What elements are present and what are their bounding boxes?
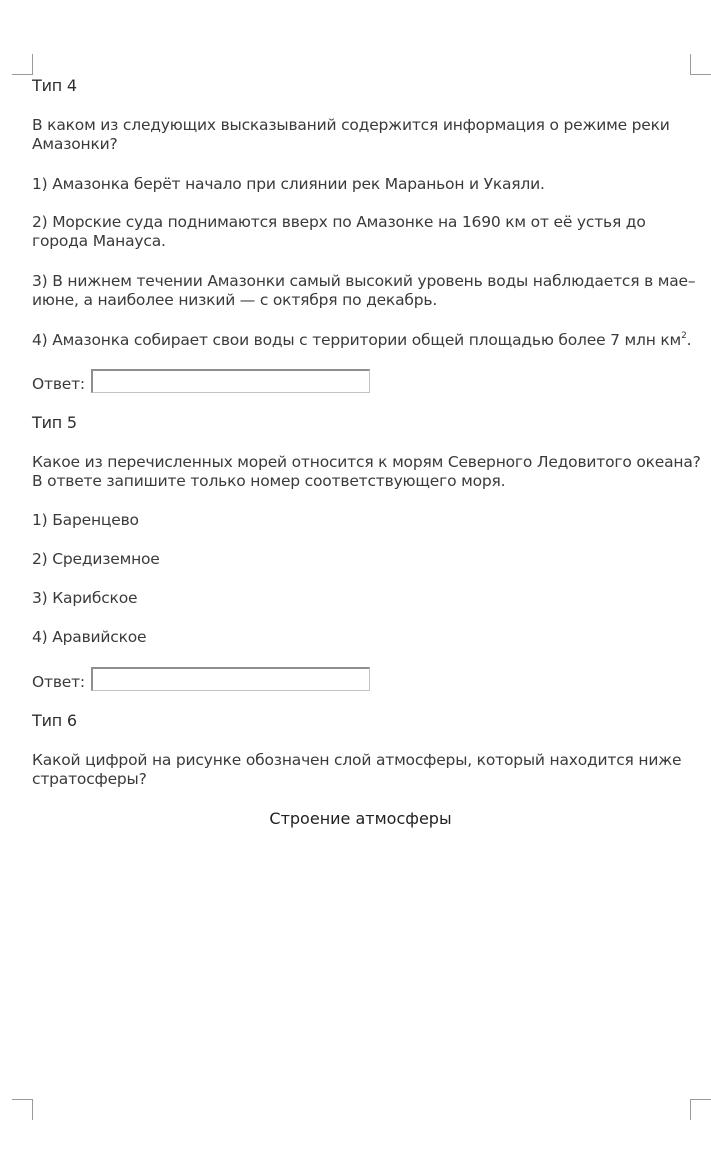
task-5-answer-input[interactable]: [91, 667, 370, 691]
task-4-option-3-line-1: 3) В нижнем течении Амазонки самый высокий уровень воды наблюдается в мае–: [32, 272, 696, 290]
crop-mark-bottom-left: [12, 1099, 33, 1120]
task-4-question-line-2: Амазонки?: [32, 135, 118, 153]
task-5-option-2: 2) Средиземное: [32, 550, 160, 568]
task-4-answer-label: Ответ:: [32, 374, 85, 393]
crop-mark-bottom-right: [690, 1099, 711, 1120]
task-4-option-1: 1) Амазонка берёт начало при слиянии рек Мараньон и Укаяли.: [32, 175, 545, 193]
task-5-answer-row: [32, 667, 370, 692]
task-4-answer-row: [32, 369, 370, 394]
task-4-option-4-text: 4) Амазонка собирает свои воды с территории общей площадью более 7 млн км: [32, 331, 682, 349]
task-4-option-4-end: .: [686, 331, 692, 349]
task-5-option-4: 4) Аравийское: [32, 628, 147, 646]
task-4-option-2-line-2: города Манауса.: [32, 232, 166, 250]
crop-mark-top-left: [12, 54, 33, 75]
task-4-answer-input[interactable]: [91, 369, 370, 393]
task-5-heading: Тип 5: [32, 413, 77, 432]
task-6-question-line-1: Какой цифрой на рисунке обозначен слой атмосферы, который находится ниже: [32, 751, 682, 769]
task-5-question-line-1: Какое из перечисленных морей относится к морям Северного Ледовитого океана?: [32, 453, 701, 471]
task-4-option-2-line-1: 2) Морские суда поднимаются вверх по Амазонке на 1690 км от её устья до: [32, 213, 646, 231]
task-5-question-line-2: В ответе запишите только номер соответствующего моря.: [32, 472, 506, 490]
task-4-question-line-1: В каком из следующих высказываний содержится информация о режиме реки: [32, 116, 670, 134]
task-4-option-4: [32, 331, 691, 351]
task-5-option-1: 1) Баренцево: [32, 511, 139, 529]
task-6-question-line-2: стратосферы?: [32, 770, 147, 788]
task-4-option-3-line-2: июне, а наиболее низкий — с октября по декабрь.: [32, 291, 438, 309]
task-4-option-4-superscript: 2: [681, 331, 687, 341]
task-6-heading: Тип 6: [32, 711, 77, 730]
task-5-answer-label: Ответ:: [32, 672, 85, 691]
crop-mark-top-right: [690, 54, 711, 75]
task-5-option-3: 3) Карибское: [32, 589, 138, 607]
task-4-heading: Тип 4: [32, 76, 77, 95]
figure-caption: Строение атмосферы: [269, 809, 452, 828]
